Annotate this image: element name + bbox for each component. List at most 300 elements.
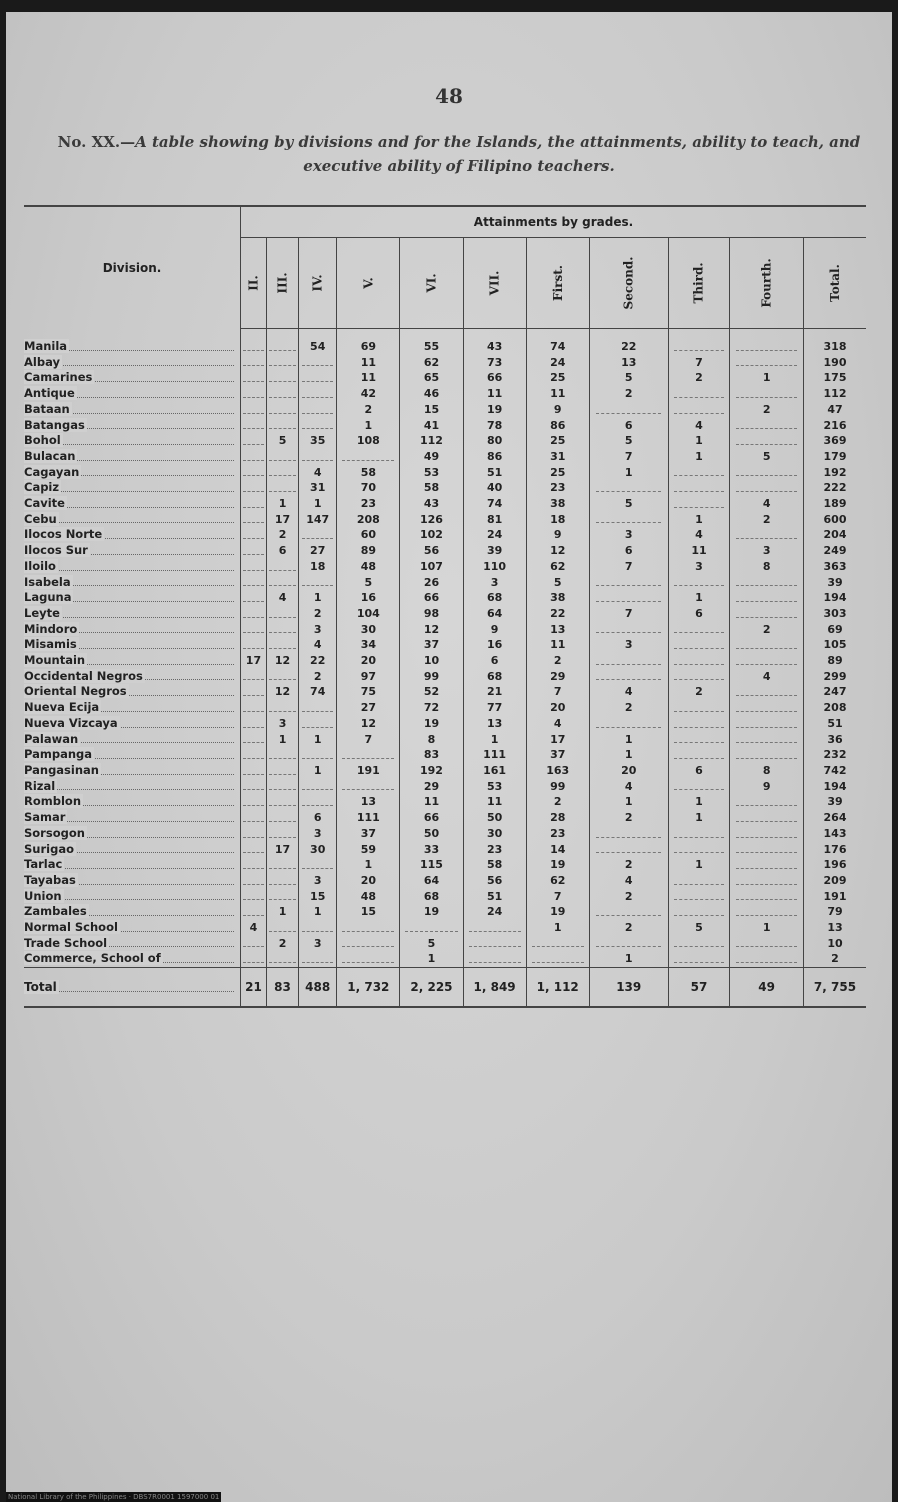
table-cell [730,716,804,732]
table-cell: 191 [337,763,400,779]
table-cell [266,449,298,465]
table-cell [589,622,668,638]
table-cell: 9 [526,527,589,543]
division-header: Division. [102,260,162,275]
table-cell: 4 [589,779,668,795]
table-cell: 30 [463,826,526,842]
table-cell: 5 [589,496,668,512]
division-name: Bulacan [24,449,241,465]
table-cell [266,386,298,402]
table-cell [241,496,267,512]
table-cell [668,465,730,481]
division-name: Misamis [24,637,241,653]
table-cell: 53 [400,465,463,481]
division-name: Capiz [24,480,241,496]
table-cell: 66 [463,370,526,386]
table-cell: 11 [463,794,526,810]
table-cell: 1 [299,763,337,779]
table-cell: 69 [804,622,867,638]
table-cell: 2 [266,527,298,543]
column-header [337,238,400,329]
table-cell: 62 [400,355,463,371]
table-cell: 26 [400,575,463,591]
table-cell: 5 [668,920,730,936]
table-cell: 7 [589,449,668,465]
table-cell [668,480,730,496]
table-cell: 22 [299,653,337,669]
table-cell: 2 [589,700,668,716]
table-cell [241,763,267,779]
table-cell [299,575,337,591]
table-cell [299,857,337,873]
table-cell: 33 [400,842,463,858]
table-cell: 5 [526,575,589,591]
table-cell [589,904,668,920]
table-cell: 80 [463,433,526,449]
table-cell: 19 [463,402,526,418]
table-cell [299,355,337,371]
table-row [24,512,866,528]
table-cell: 2 [589,857,668,873]
table-cell: 7 [526,684,589,700]
table-cell [730,465,804,481]
table-cell: 54 [299,329,337,355]
column-header-label: Second. [621,256,636,310]
table-cell: 5 [589,433,668,449]
table-cell: 15 [337,904,400,920]
table-cell [299,747,337,763]
table-cell [668,873,730,889]
column-header [526,238,589,329]
table-cell [299,779,337,795]
attainments-group-header: Attainments by grades. [241,207,867,238]
table-row [24,527,866,543]
table-cell: 318 [804,329,867,355]
division-name: Ilocos Norte [24,527,241,543]
table-cell [668,842,730,858]
table-cell: 161 [463,763,526,779]
table-cell [241,480,267,496]
division-name: Pangasinan [24,763,241,779]
table-cell: 20 [589,763,668,779]
table-cell: 1 [668,449,730,465]
table-cell: 112 [804,386,867,402]
table-cell: 104 [337,606,400,622]
table-cell: 58 [337,465,400,481]
table-cell: 83 [400,747,463,763]
table-cell [299,386,337,402]
table-row [24,857,866,873]
table-cell: 98 [400,606,463,622]
table-cell [730,794,804,810]
table-cell: 68 [400,889,463,905]
table-cell: 102 [400,527,463,543]
table-cell [299,527,337,543]
table-cell [668,716,730,732]
table-cell: 18 [299,559,337,575]
table-cell: 1 [668,810,730,826]
division-name: Normal School [24,920,241,936]
division-name: Palawan [24,732,241,748]
table-cell [463,951,526,967]
table-cell [266,763,298,779]
table-cell [241,637,267,653]
table-cell: 99 [526,779,589,795]
table-cell [241,716,267,732]
table-cell: 79 [804,904,867,920]
table-row [24,779,866,795]
document-page [6,12,892,1502]
table-cell [668,889,730,905]
table-cell [668,386,730,402]
table-cell [266,355,298,371]
division-name: Iloilo [24,559,241,575]
table-cell [668,496,730,512]
table-cell [730,826,804,842]
table-cell: 192 [400,763,463,779]
table-cell [730,480,804,496]
table-cell [241,386,267,402]
table-cell: 77 [463,700,526,716]
table-cell [730,951,804,967]
table-cell [299,951,337,967]
table-cell: 19 [526,904,589,920]
table-cell: 1 [668,794,730,810]
table-cell: 3 [730,543,804,559]
table-cell [730,606,804,622]
division-name: Tayabas [24,873,241,889]
table-cell: 8 [730,763,804,779]
column-header [668,238,730,329]
division-name: Zambales [24,904,241,920]
table-cell [589,826,668,842]
table-cell: 39 [804,575,867,591]
table-cell: 62 [526,559,589,575]
table-cell: 190 [804,355,867,371]
table-cell: 23 [526,826,589,842]
table-cell: 1 [266,732,298,748]
table-cell: 369 [804,433,867,449]
table-cell [241,622,267,638]
total-cell: 7, 755 [804,968,867,1008]
table-cell: 38 [526,496,589,512]
table-cell: 1 [400,951,463,967]
table-cell: 1 [299,496,337,512]
table-cell: 3 [299,622,337,638]
table-cell: 74 [526,329,589,355]
table-cell: 75 [337,684,400,700]
table-cell: 1 [463,732,526,748]
table-cell: 43 [400,496,463,512]
table-cell: 192 [804,465,867,481]
table-cell: 22 [589,329,668,355]
table-cell: 20 [337,653,400,669]
division-name: Albay [24,355,241,371]
table-cell: 1 [337,418,400,434]
table-cell: 1 [668,512,730,528]
table-cell [463,920,526,936]
table-cell: 78 [463,418,526,434]
table-row [24,716,866,732]
table-cell: 23 [526,480,589,496]
table-cell: 3 [299,873,337,889]
table-row [24,465,866,481]
table-cell: 2 [730,512,804,528]
table-cell: 23 [337,496,400,512]
table-cell [266,370,298,386]
table-cell [266,951,298,967]
table-cell [526,936,589,952]
table-cell: 48 [337,559,400,575]
table-cell: 37 [526,747,589,763]
division-name: Camarines [24,370,241,386]
table-cell: 13 [589,355,668,371]
table-cell: 208 [337,512,400,528]
table-cell [266,810,298,826]
table-row [24,904,866,920]
table-cell [299,716,337,732]
table-cell [266,637,298,653]
table-cell [241,904,267,920]
table-cell [299,794,337,810]
table-cell: 2 [526,794,589,810]
table-cell: 72 [400,700,463,716]
table-row [24,606,866,622]
table-cell: 1 [266,496,298,512]
table-cell: 69 [337,329,400,355]
table-cell: 13 [463,716,526,732]
table-cell: 86 [526,418,589,434]
table-cell: 81 [463,512,526,528]
table-cell: 2 [589,889,668,905]
table-cell: 35 [299,433,337,449]
table-cell: 24 [463,527,526,543]
table-cell: 19 [400,716,463,732]
table-cell [241,936,267,952]
table-cell [730,386,804,402]
table-cell: 3 [589,527,668,543]
table-row [24,684,866,700]
division-name: Mindoro [24,622,241,638]
table-cell: 2 [337,402,400,418]
table-cell: 1 [589,794,668,810]
table-cell [241,355,267,371]
division-name: Rizal [24,779,241,795]
table-cell [241,669,267,685]
table-cell: 107 [400,559,463,575]
table-row [24,763,866,779]
table-cell [668,904,730,920]
table-cell: 143 [804,826,867,842]
table-cell [241,684,267,700]
table-cell: 1 [589,951,668,967]
table-cell: 19 [400,904,463,920]
table-cell [589,480,668,496]
table-cell [241,873,267,889]
table-cell [241,575,267,591]
table-cell: 66 [400,810,463,826]
table-cell: 2 [668,370,730,386]
table-cell: 53 [463,779,526,795]
table-cell: 1 [299,590,337,606]
table-cell [266,779,298,795]
total-cell: 1, 112 [526,968,589,1008]
table-cell [299,418,337,434]
table-row [24,559,866,575]
table-cell: 6 [668,763,730,779]
table-cell: 9 [730,779,804,795]
division-name: Cebu [24,512,241,528]
table-cell: 48 [337,889,400,905]
table-cell [266,794,298,810]
table-cell: 99 [400,669,463,685]
table-cell [730,418,804,434]
table-cell [241,329,267,355]
column-header [266,238,298,329]
table-cell: 2 [804,951,867,967]
total-cell: 49 [730,968,804,1008]
table-cell: 51 [463,465,526,481]
table-cell [266,606,298,622]
table-cell: 1 [668,590,730,606]
table-cell [668,622,730,638]
table-cell: 23 [463,842,526,858]
division-name: Sorsogon [24,826,241,842]
column-header [400,238,463,329]
table-cell: 66 [400,590,463,606]
table-caption [56,130,862,178]
total-cell: 57 [668,968,730,1008]
table-cell [241,889,267,905]
table-cell: 65 [400,370,463,386]
table-cell [241,732,267,748]
table-cell: 1 [730,370,804,386]
table-row [24,590,866,606]
table-cell [241,779,267,795]
division-name: Oriental Negros [24,684,241,700]
table-cell: 204 [804,527,867,543]
table-cell: 50 [400,826,463,842]
table-cell [589,590,668,606]
table-cell: 111 [337,810,400,826]
total-cell: 488 [299,968,337,1008]
table-cell [241,606,267,622]
table-cell: 5 [589,370,668,386]
table-cell [241,842,267,858]
total-row [24,968,866,1008]
table-cell [241,402,267,418]
table-cell [589,575,668,591]
table-cell: 89 [337,543,400,559]
attainments-table [24,205,866,1008]
division-name: Union [24,889,241,905]
table-cell [266,402,298,418]
table-cell [299,370,337,386]
table-cell: 16 [337,590,400,606]
table-cell: 163 [526,763,589,779]
table-cell: 7 [526,889,589,905]
table-row [24,480,866,496]
table-cell: 14 [526,842,589,858]
table-cell: 56 [463,873,526,889]
table-cell: 73 [463,355,526,371]
table-cell: 191 [804,889,867,905]
table-cell: 59 [337,842,400,858]
column-header-label: First. [550,265,565,301]
table-cell [526,951,589,967]
total-cell: 83 [266,968,298,1008]
table-cell: 13 [337,794,400,810]
table-row [24,355,866,371]
table-cell: 5 [730,449,804,465]
table-cell [337,920,400,936]
table-cell: 86 [463,449,526,465]
column-header-label: VII. [487,270,502,296]
table-cell [730,527,804,543]
table-cell: 29 [400,779,463,795]
table-cell: 2 [526,653,589,669]
table-cell [241,512,267,528]
table-cell: 2 [299,669,337,685]
table-cell: 111 [463,747,526,763]
division-name: Surigao [24,842,241,858]
table-cell: 600 [804,512,867,528]
table-cell: 56 [400,543,463,559]
table-cell: 4 [730,669,804,685]
table-cell [266,480,298,496]
table-cell: 12 [526,543,589,559]
table-row [24,622,866,638]
table-cell: 43 [463,329,526,355]
table-cell: 62 [526,873,589,889]
table-cell [266,669,298,685]
table-row [24,449,866,465]
column-header-label: II. [246,275,261,291]
table-cell [668,669,730,685]
table-cell: 5 [400,936,463,952]
table-row [24,433,866,449]
division-name: Laguna [24,590,241,606]
library-footer: National Library of the Philippines · DBS7R0001 1597000 01 [8,1493,220,1501]
table-cell: 30 [337,622,400,638]
table-cell: 3 [463,575,526,591]
table-cell: 232 [804,747,867,763]
table-cell: 89 [804,653,867,669]
table-cell: 17 [241,653,267,669]
table-cell: 50 [463,810,526,826]
total-cell: 1, 732 [337,968,400,1008]
table-cell [730,904,804,920]
table-cell [266,622,298,638]
table-cell: 15 [299,889,337,905]
table-cell [266,700,298,716]
division-name: Trade School [24,936,241,952]
table-cell: 97 [337,669,400,685]
table-cell: 68 [463,590,526,606]
table-cell: 17 [526,732,589,748]
table-row [24,418,866,434]
table-cell: 1 [730,920,804,936]
table-cell: 15 [400,402,463,418]
table-cell: 11 [668,543,730,559]
table-cell [668,826,730,842]
table-cell: 7 [337,732,400,748]
table-cell: 11 [337,370,400,386]
table-cell [668,402,730,418]
table-cell: 37 [400,637,463,653]
table-cell: 74 [463,496,526,512]
table-cell [730,433,804,449]
